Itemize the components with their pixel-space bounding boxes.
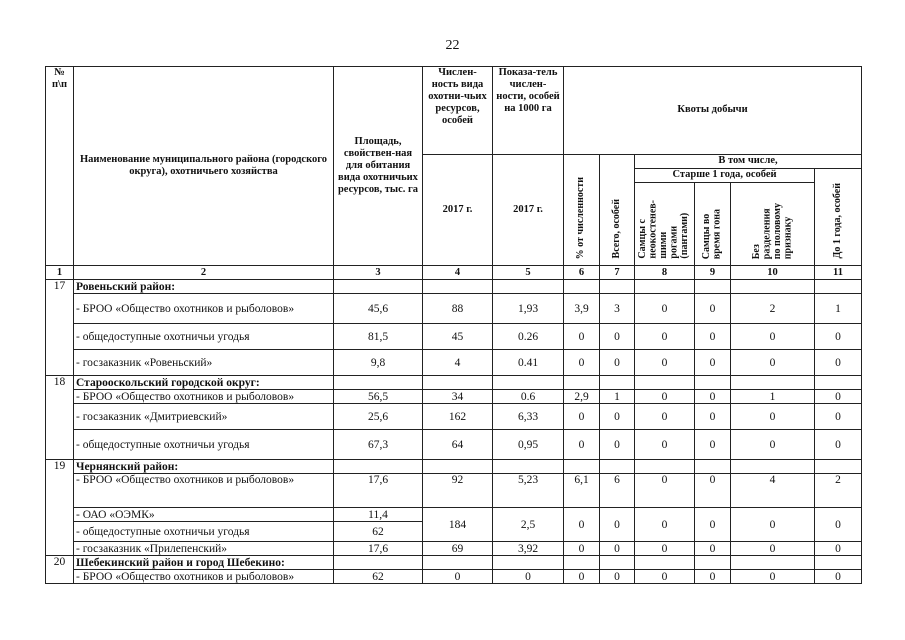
count-cell: 162 bbox=[423, 404, 493, 430]
total-cell: 0 bbox=[600, 570, 635, 584]
males-rut-cell: 0 bbox=[695, 430, 731, 460]
total-cell: 0 bbox=[600, 542, 635, 556]
table-row bbox=[46, 324, 862, 350]
column-number: 6 bbox=[564, 266, 600, 280]
page-number: 22 bbox=[445, 38, 460, 53]
young-cell: 2 bbox=[815, 474, 862, 508]
males-rut-cell: 0 bbox=[695, 474, 731, 508]
density-cell: 1,93 bbox=[493, 294, 564, 324]
column-number: 1 bbox=[46, 266, 74, 280]
column-number: 10 bbox=[731, 266, 815, 280]
farm-name: - общедоступные охотничьи угодья bbox=[74, 324, 334, 350]
farm-name: - госзаказник «Дмитриевский» bbox=[74, 404, 334, 430]
area-cell: 9,8 bbox=[334, 350, 423, 376]
pct-cell: 0 bbox=[564, 542, 600, 556]
col-header-quotas: Квоты добычи bbox=[564, 67, 862, 155]
col-header-total: Всего, особей bbox=[600, 155, 635, 266]
col-header-number: № п\п bbox=[46, 67, 74, 266]
district-name: Чернянский район: bbox=[74, 460, 334, 474]
males-rut-cell: 0 bbox=[695, 350, 731, 376]
col-header-including: В том числе, bbox=[635, 155, 862, 169]
density-cell: 5,23 bbox=[493, 474, 564, 508]
pct-cell: 6,1 bbox=[564, 474, 600, 508]
total-cell: 1 bbox=[600, 390, 635, 404]
col-header-young: До 1 года, особей bbox=[815, 169, 862, 266]
count-cell: 4 bbox=[423, 350, 493, 376]
young-cell: 0 bbox=[815, 350, 862, 376]
young-cell: 1 bbox=[815, 294, 862, 324]
quota-table bbox=[45, 66, 862, 584]
young-cell: 0 bbox=[815, 404, 862, 430]
pct-cell: 2,9 bbox=[564, 390, 600, 404]
males-rut-cell: 0 bbox=[695, 570, 731, 584]
farm-name: - госзаказник «Прилепенский» bbox=[74, 542, 334, 556]
col-header-males-rut: Самцы во время гона bbox=[695, 183, 731, 266]
males-rut-cell: 0 bbox=[695, 324, 731, 350]
males-rut-cell: 0 bbox=[695, 508, 731, 542]
density-cell: 3,92 bbox=[493, 542, 564, 556]
column-number: 2 bbox=[74, 266, 334, 280]
no-sex-cell: 2 bbox=[731, 294, 815, 324]
area-cell: 81,5 bbox=[334, 324, 423, 350]
col-header-males-antlers: Самцы с неокостенев- шими рогами (пантами) bbox=[635, 183, 695, 266]
table-row bbox=[46, 294, 862, 324]
col-header-pct: % от численности bbox=[564, 155, 600, 266]
count-cell: 45 bbox=[423, 324, 493, 350]
pct-cell: 0 bbox=[564, 324, 600, 350]
district-name: Шебекинский район и город Шебекино: bbox=[74, 556, 334, 570]
total-cell: 6 bbox=[600, 474, 635, 508]
males-antlers-cell: 0 bbox=[635, 508, 695, 542]
col-header-area: Площадь, свойствен-ная для обитания вида охотничьих ресурсов, тыс. га bbox=[334, 67, 423, 266]
farm-name: - БРОО «Общество охотников и рыболовов» bbox=[74, 474, 334, 508]
farm-name: - БРОО «Общество охотников и рыболовов» bbox=[74, 390, 334, 404]
area-cell: 11,4 bbox=[334, 508, 423, 522]
no-sex-cell: 0 bbox=[731, 430, 815, 460]
total-cell: 0 bbox=[600, 324, 635, 350]
farm-name: - БРОО «Общество охотников и рыболовов» bbox=[74, 294, 334, 324]
pct-cell: 0 bbox=[564, 430, 600, 460]
total-cell: 3 bbox=[600, 294, 635, 324]
males-antlers-cell: 0 bbox=[635, 324, 695, 350]
total-cell: 0 bbox=[600, 404, 635, 430]
density-cell: 0.6 bbox=[493, 390, 564, 404]
no-sex-cell: 0 bbox=[731, 542, 815, 556]
no-sex-cell: 0 bbox=[731, 350, 815, 376]
count-cell: 184 bbox=[423, 508, 493, 542]
young-cell: 0 bbox=[815, 542, 862, 556]
column-number: 3 bbox=[334, 266, 423, 280]
column-number: 9 bbox=[695, 266, 731, 280]
column-number-row bbox=[46, 266, 862, 280]
young-cell: 0 bbox=[815, 430, 862, 460]
area-cell: 17,6 bbox=[334, 474, 423, 508]
no-sex-cell: 0 bbox=[731, 508, 815, 542]
density-cell: 0.26 bbox=[493, 324, 564, 350]
count-cell: 34 bbox=[423, 390, 493, 404]
no-sex-cell: 0 bbox=[731, 324, 815, 350]
area-cell: 56,5 bbox=[334, 390, 423, 404]
header-row bbox=[46, 67, 862, 155]
males-antlers-cell: 0 bbox=[635, 474, 695, 508]
column-number: 8 bbox=[635, 266, 695, 280]
total-cell: 0 bbox=[600, 430, 635, 460]
area-cell: 62 bbox=[334, 522, 423, 542]
table-row bbox=[46, 350, 862, 376]
table-row bbox=[46, 474, 862, 508]
males-antlers-cell: 0 bbox=[635, 404, 695, 430]
young-cell: 0 bbox=[815, 508, 862, 542]
density-cell: 0.41 bbox=[493, 350, 564, 376]
area-cell: 45,6 bbox=[334, 294, 423, 324]
table-row bbox=[46, 570, 862, 584]
col-header-older: Старше 1 года, особей bbox=[635, 169, 815, 183]
young-cell: 0 bbox=[815, 390, 862, 404]
males-antlers-cell: 0 bbox=[635, 350, 695, 376]
table-row bbox=[46, 404, 862, 430]
pct-cell: 0 bbox=[564, 350, 600, 376]
column-number: 11 bbox=[815, 266, 862, 280]
young-cell: 0 bbox=[815, 570, 862, 584]
area-cell: 17,6 bbox=[334, 542, 423, 556]
count-cell: 0 bbox=[423, 570, 493, 584]
district-header-row bbox=[46, 460, 862, 474]
pct-cell: 0 bbox=[564, 508, 600, 542]
pct-cell: 0 bbox=[564, 404, 600, 430]
no-sex-cell: 0 bbox=[731, 404, 815, 430]
males-antlers-cell: 0 bbox=[635, 294, 695, 324]
row-index: 19 bbox=[46, 460, 74, 556]
pct-cell: 3,9 bbox=[564, 294, 600, 324]
column-number: 7 bbox=[600, 266, 635, 280]
count-cell: 88 bbox=[423, 294, 493, 324]
table-row bbox=[46, 508, 862, 522]
farm-name: - БРОО «Общество охотников и рыболовов» bbox=[74, 570, 334, 584]
area-cell: 67,3 bbox=[334, 430, 423, 460]
pct-cell: 0 bbox=[564, 570, 600, 584]
col-header-density-year: 2017 г. bbox=[493, 155, 564, 266]
farm-name: - общедоступные охотничьи угодья bbox=[74, 430, 334, 460]
district-header-row bbox=[46, 280, 862, 294]
farm-name: - общедоступные охотничьи угодья bbox=[74, 522, 334, 542]
males-rut-cell: 0 bbox=[695, 390, 731, 404]
col-header-count-year: 2017 г. bbox=[423, 155, 493, 266]
district-name: Ровеньский район: bbox=[74, 280, 334, 294]
males-rut-cell: 0 bbox=[695, 294, 731, 324]
males-rut-cell: 0 bbox=[695, 542, 731, 556]
column-number: 5 bbox=[493, 266, 564, 280]
count-cell: 69 bbox=[423, 542, 493, 556]
district-header-row bbox=[46, 376, 862, 390]
total-cell: 0 bbox=[600, 508, 635, 542]
no-sex-cell: 1 bbox=[731, 390, 815, 404]
table-row bbox=[46, 542, 862, 556]
density-cell: 2,5 bbox=[493, 508, 564, 542]
density-cell: 0 bbox=[493, 570, 564, 584]
table-row bbox=[46, 430, 862, 460]
col-header-name: Наименование муниципального района (городского округа), охотничьего хозяйства bbox=[74, 67, 334, 266]
table-row bbox=[46, 390, 862, 404]
col-header-density: Показа-тель числен-ности, особей на 1000 га bbox=[493, 67, 564, 155]
col-header-no-sex: Без разделения по половому признаку bbox=[731, 183, 815, 266]
no-sex-cell: 0 bbox=[731, 570, 815, 584]
district-header-row bbox=[46, 556, 862, 570]
males-antlers-cell: 0 bbox=[635, 390, 695, 404]
males-antlers-cell: 0 bbox=[635, 570, 695, 584]
area-cell: 25,6 bbox=[334, 404, 423, 430]
males-antlers-cell: 0 bbox=[635, 542, 695, 556]
column-number: 4 bbox=[423, 266, 493, 280]
col-header-count: Числен-ность вида охотни-чьих ресурсов, особей bbox=[423, 67, 493, 155]
males-rut-cell: 0 bbox=[695, 404, 731, 430]
young-cell: 0 bbox=[815, 324, 862, 350]
farm-name: - госзаказник «Ровеньский» bbox=[74, 350, 334, 376]
density-cell: 6,33 bbox=[493, 404, 564, 430]
males-antlers-cell: 0 bbox=[635, 430, 695, 460]
district-name: Старооскольский городской округ: bbox=[74, 376, 334, 390]
row-index: 17 bbox=[46, 280, 74, 376]
row-index: 18 bbox=[46, 376, 74, 460]
density-cell: 0,95 bbox=[493, 430, 564, 460]
total-cell: 0 bbox=[600, 350, 635, 376]
area-cell: 62 bbox=[334, 570, 423, 584]
no-sex-cell: 4 bbox=[731, 474, 815, 508]
count-cell: 64 bbox=[423, 430, 493, 460]
farm-name: - ОАО «ОЭМК» bbox=[74, 508, 334, 522]
row-index: 20 bbox=[46, 556, 74, 584]
count-cell: 92 bbox=[423, 474, 493, 508]
